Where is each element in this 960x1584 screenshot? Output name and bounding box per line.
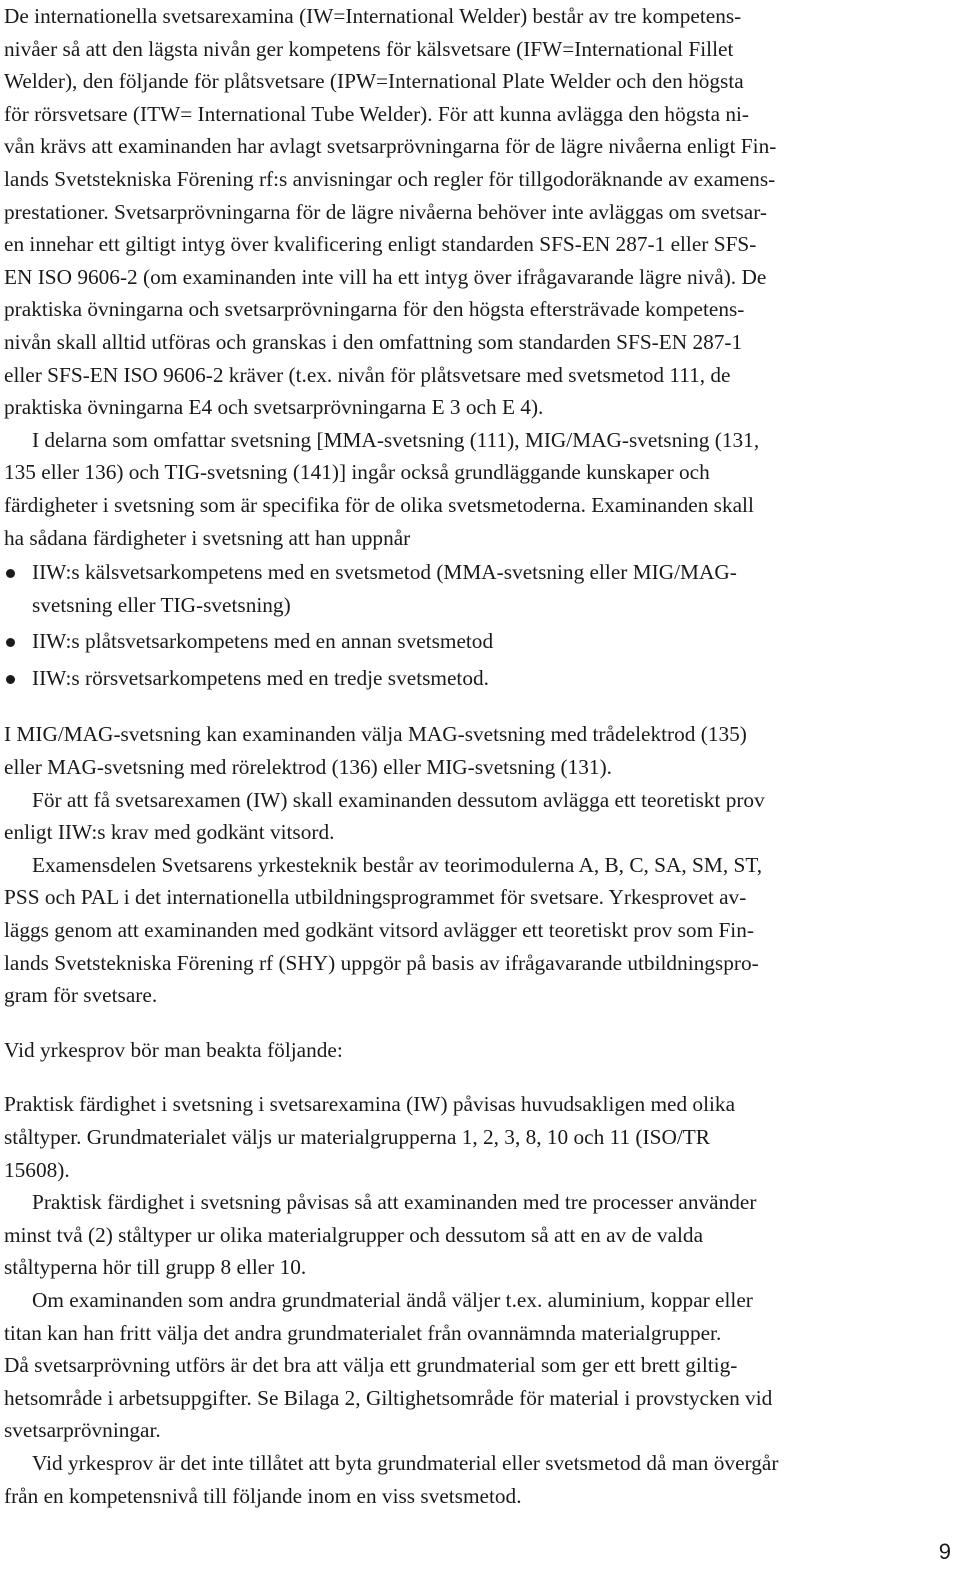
text-line: prestationer. Svetsarprövningarna för de lägre nivåerna behöver inte avläggas om svetsar- (4, 199, 768, 224)
text-line: eller MAG-svetsning med rörelektrod (136) eller MIG-svetsning (131). (4, 755, 612, 780)
text-line: eller SFS-EN ISO 9606-2 kräver (t.ex. nivån för plåtsvetsare med svetsmetod 111, de (4, 362, 731, 387)
text-line: Om examinanden som andra grundmaterial ändå väljer t.ex. aluminium, koppar eller (32, 1287, 753, 1312)
text-line: praktiska övningarna och svetsarprövningarna för den högsta eftersträvade kompetens- (4, 297, 745, 322)
text-line: praktiska övningarna E4 och svetsarprövningarna E 3 och E 4). (4, 395, 544, 420)
text-line: IIW:s rörsvetsarkompetens med en tredje svetsmetod. (32, 665, 489, 690)
text-line: hetsområde i arbetsuppgifter. Se Bilaga 2, Giltighetsområde för material i provstycken vid (4, 1385, 773, 1410)
text-line: I delarna som omfattar svetsning [MMA-svetsning (111), MIG/MAG-svetsning (131, (32, 427, 760, 452)
text-line: titan kan han fritt välja det andra grundmaterialet från ovannämnda materialgrupper. (4, 1320, 722, 1345)
text-line: 15608). (4, 1157, 70, 1182)
text-line: Då svetsarprövning utförs är det bra att välja ett grundmaterial som ger ett brett giltig- (4, 1353, 738, 1378)
text-line: svetsning eller TIG-svetsning) (32, 592, 291, 617)
text-line: en innehar ett giltigt intyg över kvalificering enligt standarden SFS-EN 287-1 eller SFS- (4, 232, 757, 257)
text-line: PSS och PAL i det internationella utbildningsprogrammet för svetsare. Yrkesprovet av- (4, 885, 747, 910)
page-number: 9 (938, 1539, 951, 1564)
text-line: I MIG/MAG-svetsning kan examinanden välja MAG-svetsning med trådelektrod (135) (4, 722, 747, 747)
text-line: EN ISO 9606-2 (om examinanden inte vill ha ett intyg över ifrågavarande lägre nivå). De (4, 264, 767, 289)
text-line: För att få svetsarexamen (IW) skall examinanden dessutom avlägga ett teoretiskt prov (32, 787, 765, 812)
text-line: nivån skall alltid utföras och granskas i den omfattning som standarden SFS-EN 287-1 (4, 329, 743, 354)
text-line: IIW:s kälsvetsarkompetens med en svetsmetod (MMA-svetsning eller MIG/MAG- (32, 560, 737, 585)
document-body (4, 0, 954, 1512)
list-item (4, 625, 954, 658)
text-line: Praktisk färdighet i svetsning i svetsarexamina (IW) påvisas huvudsakligen med olika (4, 1092, 736, 1117)
text-line: ha sådana färdigheter i svetsning att han uppnår (4, 525, 411, 550)
bullet-icon (6, 638, 15, 647)
text-line: färdigheter i svetsning som är specifika för de olika svetsmetoderna. Examinanden skall (4, 492, 754, 517)
text-line: vån krävs att examinanden har avlagt svetsarprövningarna för de lägre nivåerna enligt Fin- (4, 134, 777, 159)
paragraph-no-switching (4, 1447, 954, 1512)
text-line: enligt IIW:s krav med godkänt vitsord. (4, 820, 335, 845)
text-line: Praktisk färdighet i svetsning påvisas så att examinanden med tre processer använder (32, 1190, 757, 1215)
text-line: Vid yrkesprov bör man beakta följande: (4, 1037, 343, 1062)
text-line: svetsarprövningar. (4, 1418, 161, 1443)
text-line: ståltyperna hör till grupp 8 eller 10. (4, 1255, 307, 1280)
text-line: lands Svetstekniska Förening rf (SHY) uppgör på basis av ifrågavarande utbildningspro- (4, 950, 759, 975)
paragraph-consider (4, 1034, 954, 1067)
text-line: minst två (2) ståltyper ur olika materialgrupper och dessutom så att en av de valda (4, 1222, 704, 1247)
text-line: nivåer så att den lägsta nivån ger kompetens för kälsvetsare (IFW=International Fillet (4, 36, 734, 61)
text-line: lands Svetstekniska Förening rf:s anvisningar och regler för tillgodoräknande av examens- (4, 166, 776, 191)
text-line: Vid yrkesprov är det inte tillåtet att byta grundmaterial eller svetsmetod då man övergår (32, 1450, 779, 1475)
paragraph-steel-types (4, 1186, 954, 1284)
text-line: gram för svetsare. (4, 983, 158, 1008)
text-line: IIW:s plåtsvetsarkompetens med en annan svetsmetod (32, 629, 494, 654)
text-line: ståltyper. Grundmaterialet väljs ur materialgrupperna 1, 2, 3, 8, 10 och 11 (ISO/TR (4, 1125, 710, 1149)
bullet-icon (6, 569, 15, 578)
text-line: Examensdelen Svetsarens yrkesteknik består av teorimodulerna A, B, C, SA, SM, ST, (32, 852, 763, 877)
list-item (4, 662, 954, 695)
bullet-icon (6, 675, 15, 684)
text-line: från en kompetensnivå till följande inom en viss svetsmetod. (4, 1483, 522, 1508)
text-line: De internationella svetsarexamina (IW=International Welder) består av tre kompetens- (4, 4, 742, 28)
paragraph-mig-mag (4, 718, 954, 783)
paragraph-practical-skill (4, 1088, 954, 1186)
text-line: för rörsvetsare (ITW= International Tube Welder). För att kunna avlägga den högsta ni- (4, 101, 750, 126)
spacer (4, 1066, 954, 1088)
paragraph-theory-exam (4, 784, 954, 849)
spacer (4, 696, 954, 718)
text-line: Welder), den följande för plåtsvetsare (IPW=International Plate Welder och den högsta (4, 69, 744, 94)
paragraph-welding-parts (4, 424, 954, 554)
list-item (4, 556, 954, 621)
spacer (4, 1012, 954, 1034)
paragraph-exam-part (4, 849, 954, 1012)
competence-list (4, 556, 954, 694)
paragraph-other-materials (4, 1284, 954, 1447)
paragraph-levels (4, 0, 954, 424)
text-line: 135 eller 136) och TIG-svetsning (141)] ingår också grundläggande kunskaper och (4, 460, 710, 485)
text-line: läggs genom att examinanden med godkänt vitsord avlägger ett teoretiskt prov som Fin- (4, 918, 754, 943)
